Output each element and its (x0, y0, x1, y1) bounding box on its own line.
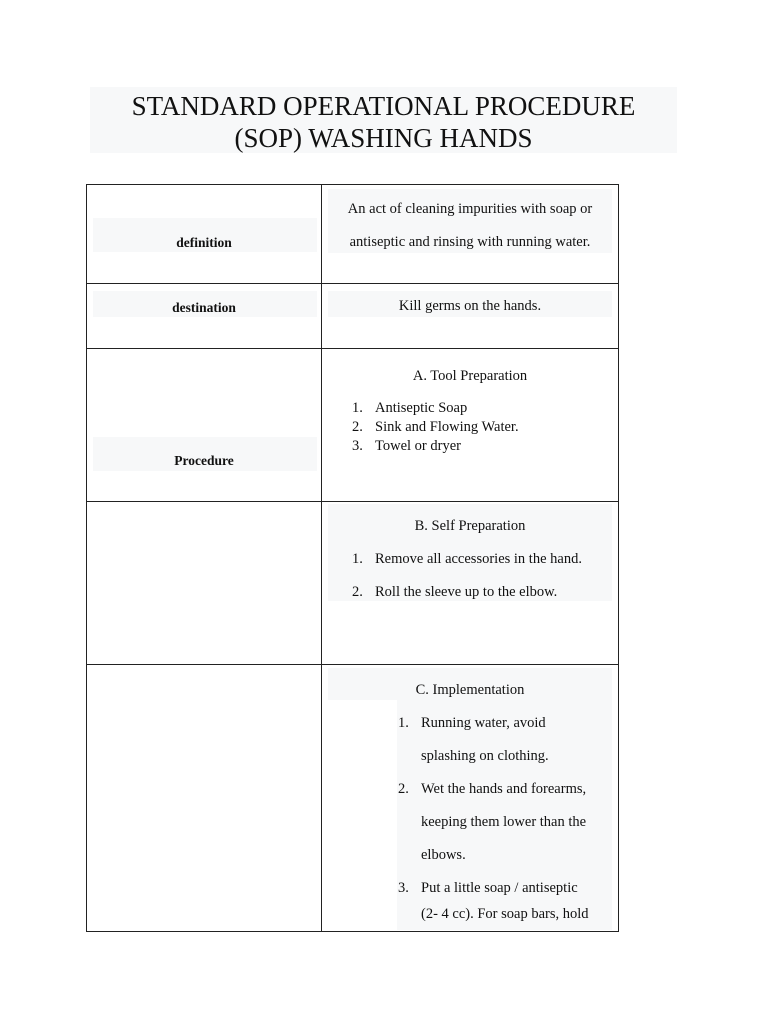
list-number: 2. (352, 584, 363, 600)
tool-preparation-heading: A. Tool Preparation (412, 368, 528, 384)
procedure-label: Procedure (174, 453, 234, 468)
tool-preparation-cell (322, 349, 619, 502)
implementation-heading: C. Implementation (415, 682, 525, 698)
sop-table (86, 184, 619, 932)
table-row-implementation (87, 665, 619, 932)
list-text: elbows. (421, 847, 466, 863)
definition-label: definition (176, 235, 232, 250)
list-number: 2. (398, 781, 409, 797)
table-row-self-preparation (87, 502, 619, 665)
definition-text-line-2: antiseptic and rinsing with running water. (349, 234, 591, 250)
list-item (352, 419, 519, 436)
list-text: splashing on clothing. (421, 748, 549, 764)
list-number: 3. (352, 438, 363, 454)
list-item (352, 584, 557, 601)
list-text: (2- 4 cc). For soap bars, hold (421, 906, 589, 922)
list-text: Wet the hands and forearms, (421, 781, 587, 797)
destination-text: Kill germs on the hands. (398, 298, 542, 314)
list-text: keeping them lower than the (421, 814, 587, 830)
definition-text-line-1: An act of cleaning impurities with soap or (347, 201, 593, 217)
list-number: 3. (398, 880, 409, 896)
destination-label-cell (87, 284, 322, 349)
table-row-procedure (87, 349, 619, 502)
list-text: Roll the sleeve up to the elbow. (375, 584, 558, 600)
implementation-cell (322, 665, 619, 932)
list-number: 1. (352, 551, 363, 567)
destination-label: destination (172, 300, 236, 315)
table-row-definition (87, 185, 619, 284)
list-text: Put a little soap / antiseptic (421, 880, 578, 896)
definition-label-cell (87, 185, 322, 284)
self-preparation-heading: B. Self Preparation (414, 518, 526, 534)
empty-left-cell (87, 502, 322, 665)
definition-text-cell (322, 185, 619, 284)
empty-left-cell (87, 665, 322, 932)
list-item (352, 438, 461, 455)
title-line-2: (SOP) WASHING HANDS (234, 123, 533, 153)
list-number: 2. (352, 419, 363, 435)
self-preparation-cell (322, 502, 619, 665)
list-text: Running water, avoid (421, 715, 546, 731)
document-title (90, 87, 677, 153)
procedure-label-cell (87, 349, 322, 502)
title-line-1: STANDARD OPERATIONAL PROCEDURE (131, 91, 636, 121)
list-item (352, 400, 467, 417)
destination-text-cell (322, 284, 619, 349)
list-text: Towel or dryer (375, 438, 461, 454)
list-text: Antiseptic Soap (375, 400, 468, 416)
list-text: Sink and Flowing Water. (375, 419, 519, 435)
list-item (352, 551, 582, 568)
list-text: Remove all accessories in the hand. (375, 551, 582, 567)
list-number: 1. (352, 400, 363, 416)
list-number: 1. (398, 715, 409, 731)
table-row-destination (87, 284, 619, 349)
